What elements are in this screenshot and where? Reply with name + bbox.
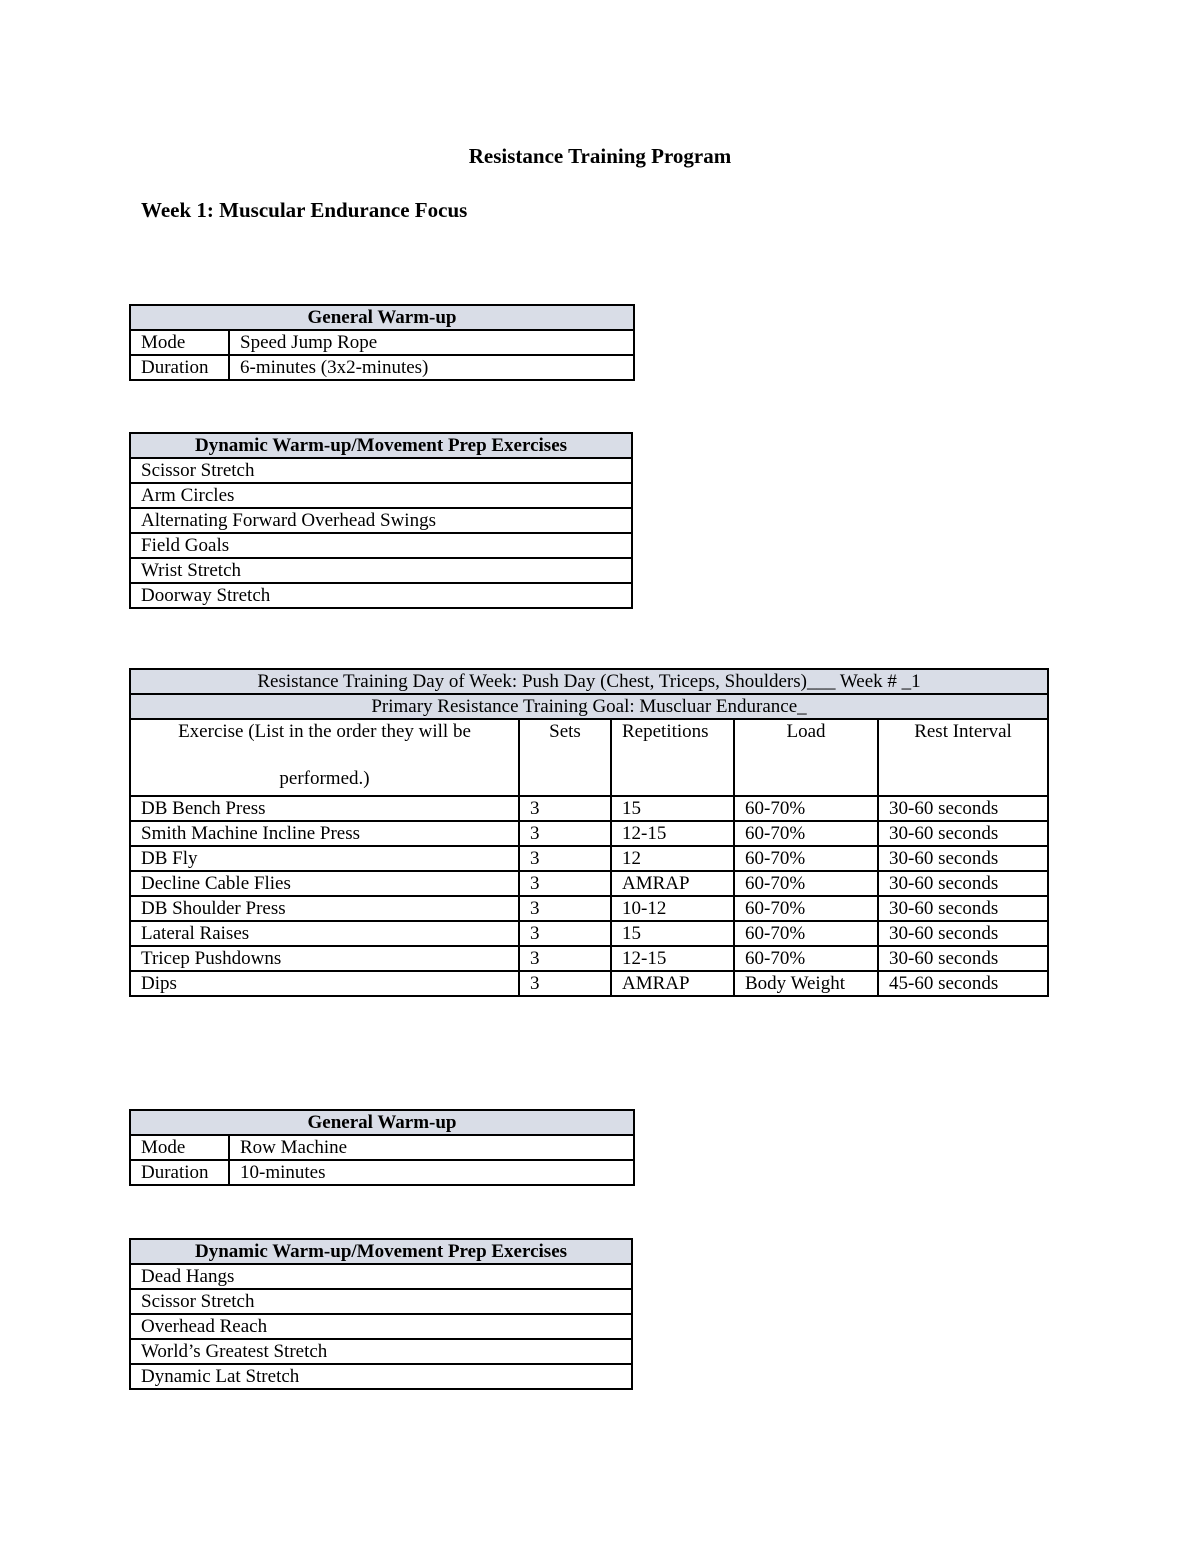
- rest-value: 30-60 seconds: [878, 896, 1048, 921]
- dynamic-item: Field Goals: [130, 533, 632, 558]
- exercise-name: Dips: [130, 971, 519, 996]
- exercise-name: Tricep Pushdowns: [130, 946, 519, 971]
- dynamic-item: Overhead Reach: [130, 1314, 632, 1339]
- reps-value: AMRAP: [611, 971, 734, 996]
- exercise-row: [130, 896, 1048, 921]
- sets-value: 3: [519, 796, 611, 821]
- duration-label: Duration: [130, 355, 229, 380]
- reps-value: 12-15: [611, 821, 734, 846]
- load-value: 60-70%: [734, 896, 878, 921]
- week-heading: Week 1: Muscular Endurance Focus: [141, 198, 468, 222]
- dynamic-warmup-table-1: [129, 432, 633, 609]
- rest-value: 45-60 seconds: [878, 971, 1048, 996]
- dynamic-item: Scissor Stretch: [130, 1289, 632, 1314]
- resistance-program-table: [129, 668, 1049, 997]
- general-warmup-header: General Warm-up: [130, 1110, 634, 1135]
- duration-value: 10-minutes: [229, 1160, 634, 1185]
- training-day-line: Resistance Training Day of Week: Push Day (Chest, Triceps, Shoulders)___ Week # _1: [130, 669, 1048, 694]
- exercise-row: [130, 821, 1048, 846]
- dynamic-item: Alternating Forward Overhead Swings: [130, 508, 632, 533]
- exercise-row: [130, 971, 1048, 996]
- load-column-header: Load: [734, 719, 878, 796]
- general-warmup-table-1: [129, 304, 635, 381]
- sets-value: 3: [519, 871, 611, 896]
- rest-value: 30-60 seconds: [878, 846, 1048, 871]
- dynamic-item: Dynamic Lat Stretch: [130, 1364, 632, 1389]
- general-warmup-table-2: [129, 1109, 635, 1186]
- rest-column-header: Rest Interval: [878, 719, 1048, 796]
- load-value: Body Weight: [734, 971, 878, 996]
- exercise-column-header: Exercise (List in the order they will be performed.): [130, 719, 519, 796]
- rest-value: 30-60 seconds: [878, 946, 1048, 971]
- exercise-row: [130, 796, 1048, 821]
- load-value: 60-70%: [734, 821, 878, 846]
- sets-value: 3: [519, 821, 611, 846]
- mode-value: Row Machine: [229, 1135, 634, 1160]
- exercise-name: DB Shoulder Press: [130, 896, 519, 921]
- exercise-row: [130, 946, 1048, 971]
- exercise-row: [130, 846, 1048, 871]
- mode-value: Speed Jump Rope: [229, 330, 634, 355]
- exercise-name: DB Bench Press: [130, 796, 519, 821]
- load-value: 60-70%: [734, 921, 878, 946]
- general-warmup-header: General Warm-up: [130, 305, 634, 330]
- sets-value: 3: [519, 971, 611, 996]
- exercise-name: Smith Machine Incline Press: [130, 821, 519, 846]
- dynamic-item: Dead Hangs: [130, 1264, 632, 1289]
- rest-value: 30-60 seconds: [878, 921, 1048, 946]
- dynamic-item: Arm Circles: [130, 483, 632, 508]
- rest-value: 30-60 seconds: [878, 821, 1048, 846]
- training-goal-line: Primary Resistance Training Goal: Muscluar Endurance_: [130, 694, 1048, 719]
- exercise-name: Lateral Raises: [130, 921, 519, 946]
- load-value: 60-70%: [734, 871, 878, 896]
- mode-label: Mode: [130, 1135, 229, 1160]
- exercise-row: [130, 871, 1048, 896]
- duration-label: Duration: [130, 1160, 229, 1185]
- reps-value: 15: [611, 796, 734, 821]
- exercise-row: [130, 921, 1048, 946]
- load-value: 60-70%: [734, 796, 878, 821]
- reps-value: 12-15: [611, 946, 734, 971]
- sets-value: 3: [519, 946, 611, 971]
- dynamic-warmup-table-2: [129, 1238, 633, 1390]
- reps-column-header: Repetitions: [611, 719, 734, 796]
- sets-value: 3: [519, 846, 611, 871]
- dynamic-warmup-header: Dynamic Warm-up/Movement Prep Exercises: [130, 1239, 632, 1264]
- reps-value: 10-12: [611, 896, 734, 921]
- duration-value: 6-minutes (3x2-minutes): [229, 355, 634, 380]
- load-value: 60-70%: [734, 846, 878, 871]
- load-value: 60-70%: [734, 946, 878, 971]
- sets-value: 3: [519, 896, 611, 921]
- exercise-name: Decline Cable Flies: [130, 871, 519, 896]
- dynamic-item: Scissor Stretch: [130, 458, 632, 483]
- dynamic-item: World’s Greatest Stretch: [130, 1339, 632, 1364]
- dynamic-item: Doorway Stretch: [130, 583, 632, 608]
- dynamic-item: Wrist Stretch: [130, 558, 632, 583]
- rest-value: 30-60 seconds: [878, 871, 1048, 896]
- sets-value: 3: [519, 921, 611, 946]
- dynamic-warmup-header: Dynamic Warm-up/Movement Prep Exercises: [130, 433, 632, 458]
- reps-value: AMRAP: [611, 871, 734, 896]
- reps-value: 15: [611, 921, 734, 946]
- document-title: Resistance Training Program: [468, 144, 732, 168]
- sets-column-header: Sets: [519, 719, 611, 796]
- mode-label: Mode: [130, 330, 229, 355]
- exercise-name: DB Fly: [130, 846, 519, 871]
- rest-value: 30-60 seconds: [878, 796, 1048, 821]
- reps-value: 12: [611, 846, 734, 871]
